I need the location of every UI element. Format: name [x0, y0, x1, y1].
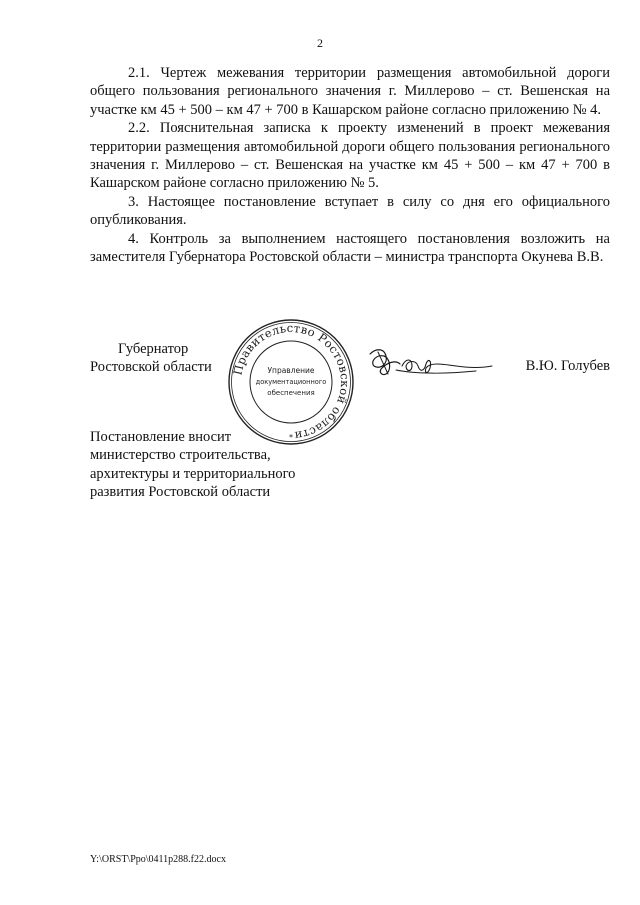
submitter-line: развития Ростовской области	[90, 484, 271, 501]
paragraph-2-2: 2.2. Пояснительная записка к проекту изменений в проект межевания территории размещения автомобильной дороги общего пользования регионального значения г. Миллерово – ст. Вешенская на участке км 45 + 500 – км 47 + 700 в Кашарском районе согласно приложению № 5.	[90, 120, 610, 192]
paragraph-3: 3. Настоящее постановление вступает в силу со дня его официального опубликования.	[90, 193, 610, 229]
stamp-star-icon: *	[289, 433, 293, 442]
file-path-footer: Y:\ORST\Ppo\0411p288.f22.docx	[90, 854, 226, 865]
submitter-line: Постановление вносит	[90, 429, 232, 445]
signature-block	[90, 320, 610, 443]
stamp-inner-line3: обеспечения	[267, 389, 315, 397]
signatory-title	[90, 340, 212, 377]
paragraph-4: 4. Контроль за выполнением настоящего постановления возложить на заместителя Губернатора Ростовской области – министра транспорта Окунева В.В.	[90, 230, 610, 266]
official-seal-stamp	[227, 318, 355, 446]
submitter-line: архитектуры и территориального	[90, 465, 296, 482]
submitter-note	[90, 428, 350, 502]
stamp-outer-text: Правительство Ростовской области	[230, 320, 353, 443]
document-body	[90, 64, 610, 266]
stamp-inner-line1: Управление	[267, 366, 315, 375]
paragraph-2-1: 2.1. Чертеж межевания территории размещения автомобильной дороги общего пользования регионального значения г. Миллерово – ст. Вешенская на участке км 45 + 500 – км 47 + 700 в Кашарском районе согласно приложению № 4.	[90, 65, 610, 118]
stamp-inner-line2: документационного	[255, 378, 327, 386]
submitter-line: министерство строительства,	[90, 447, 271, 464]
handwritten-signature	[366, 344, 496, 384]
signatory-title-line2: Ростовской области	[90, 359, 212, 376]
signatory-title-line1: Губернатор	[118, 341, 189, 357]
page-number: 2	[317, 36, 323, 50]
signatory-name: В.Ю. Голубев	[525, 358, 610, 374]
